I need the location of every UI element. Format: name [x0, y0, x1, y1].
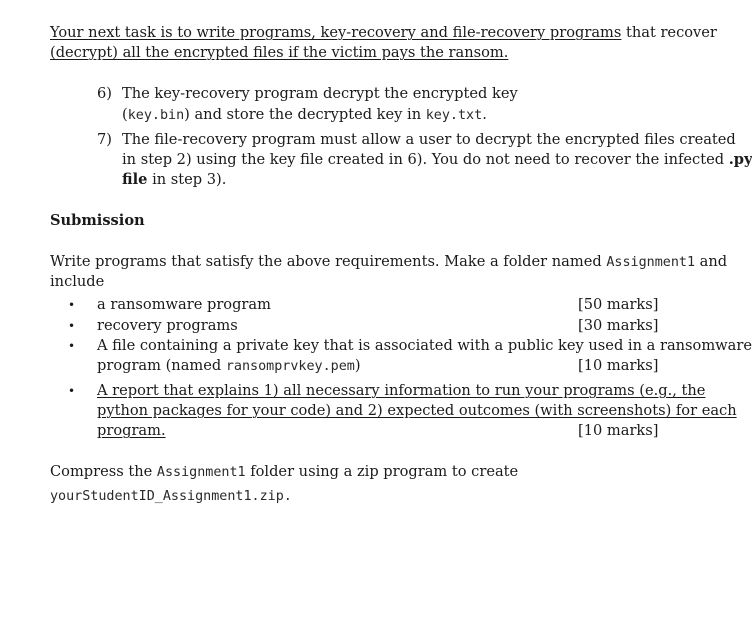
- step-6-line-2: [122, 105, 487, 126]
- report-text-2: python packages for your code) and 2) expected outcomes (with screenshots) for each: [97, 402, 737, 419]
- key-txt-code: key.txt: [425, 108, 483, 123]
- intro-line-1: [50, 23, 717, 43]
- bullet-item-report-line-1: [97, 381, 705, 401]
- intro-underlined-text-2: (decrypt) all the encrypted files if the victim pays the ransom.: [50, 44, 509, 61]
- step-6-text-post: .: [482, 106, 487, 123]
- marks-report: [10 marks]: [578, 422, 659, 439]
- bullet-icon: •: [68, 298, 76, 312]
- bullet-icon: •: [68, 339, 76, 353]
- intro-underlined-text: Your next task is to write programs, key-recovery and file-recovery programs: [50, 24, 622, 41]
- intro-line-2: [50, 43, 508, 63]
- marks-private-key: [10 marks]: [578, 357, 659, 374]
- bullet-icon: •: [68, 319, 76, 333]
- marks-recovery: [30 marks]: [578, 317, 659, 334]
- compress-text-post: folder using a zip program to create: [245, 463, 519, 480]
- submission-heading: [50, 211, 145, 231]
- bullet-icon: •: [68, 384, 76, 398]
- key-bin-code: key.bin: [127, 108, 185, 123]
- file-bold: file: [122, 171, 148, 188]
- marks-ransomware: [50 marks]: [578, 296, 659, 313]
- pem-file-code: ransomprvkey.pem: [225, 359, 355, 374]
- compress-text: Compress the: [50, 463, 157, 480]
- bullet-item-report-line-2: [97, 401, 737, 421]
- step-6-line-1: The key-recovery program decrypt the encrypted key: [122, 85, 518, 102]
- submission-paragraph-line-1: [50, 252, 727, 273]
- step-7-number: 7): [97, 131, 112, 148]
- bullet-item-ransomware: a ransomware program: [97, 296, 271, 313]
- bullet-item-report-line-3: [97, 421, 166, 441]
- paragraph-text: Write programs that satisfy the above requirements. Make a folder named: [50, 253, 607, 270]
- report-text-3: program.: [97, 422, 166, 439]
- step-7-text-post: in step 3).: [147, 171, 227, 188]
- step-7-text: in step 2) using the key file created in 6). You do not need to recover the infected: [122, 151, 729, 168]
- bullet-item-recovery: recovery programs: [97, 317, 238, 334]
- submission-paragraph-line-2: include: [50, 273, 105, 290]
- step-6-text: (: [122, 106, 128, 123]
- submission-heading-text: Submission: [50, 212, 145, 229]
- compress-line: [50, 462, 518, 483]
- private-key-text-post: ): [354, 357, 361, 374]
- step-7-line-3: [122, 170, 226, 190]
- compress-folder-code: Assignment1: [156, 465, 246, 480]
- intro-text: that recover: [621, 24, 717, 41]
- step-7-line-1: The file-recovery program must allow a user to decrypt the encrypted files created: [122, 131, 736, 148]
- zip-filename: yourStudentID_Assignment1.zip.: [50, 489, 292, 504]
- step-7-line-2: [122, 150, 752, 170]
- bullet-item-private-key-line-2: [97, 356, 361, 377]
- bullet-item-private-key-line-1: A file containing a private key that is associated with a public key used in a ransomware: [97, 337, 752, 354]
- step-6-number: 6): [97, 85, 112, 102]
- assignment-folder-code: Assignment1: [606, 255, 696, 270]
- private-key-text: program (named: [97, 357, 226, 374]
- report-text-1: A report that explains 1) all necessary information to run your programs (e.g., the: [97, 382, 706, 399]
- py-extension: .py: [728, 151, 752, 168]
- step-6-text-mid: ) and store the decrypted key in: [184, 106, 426, 123]
- paragraph-text-post: and: [695, 253, 728, 270]
